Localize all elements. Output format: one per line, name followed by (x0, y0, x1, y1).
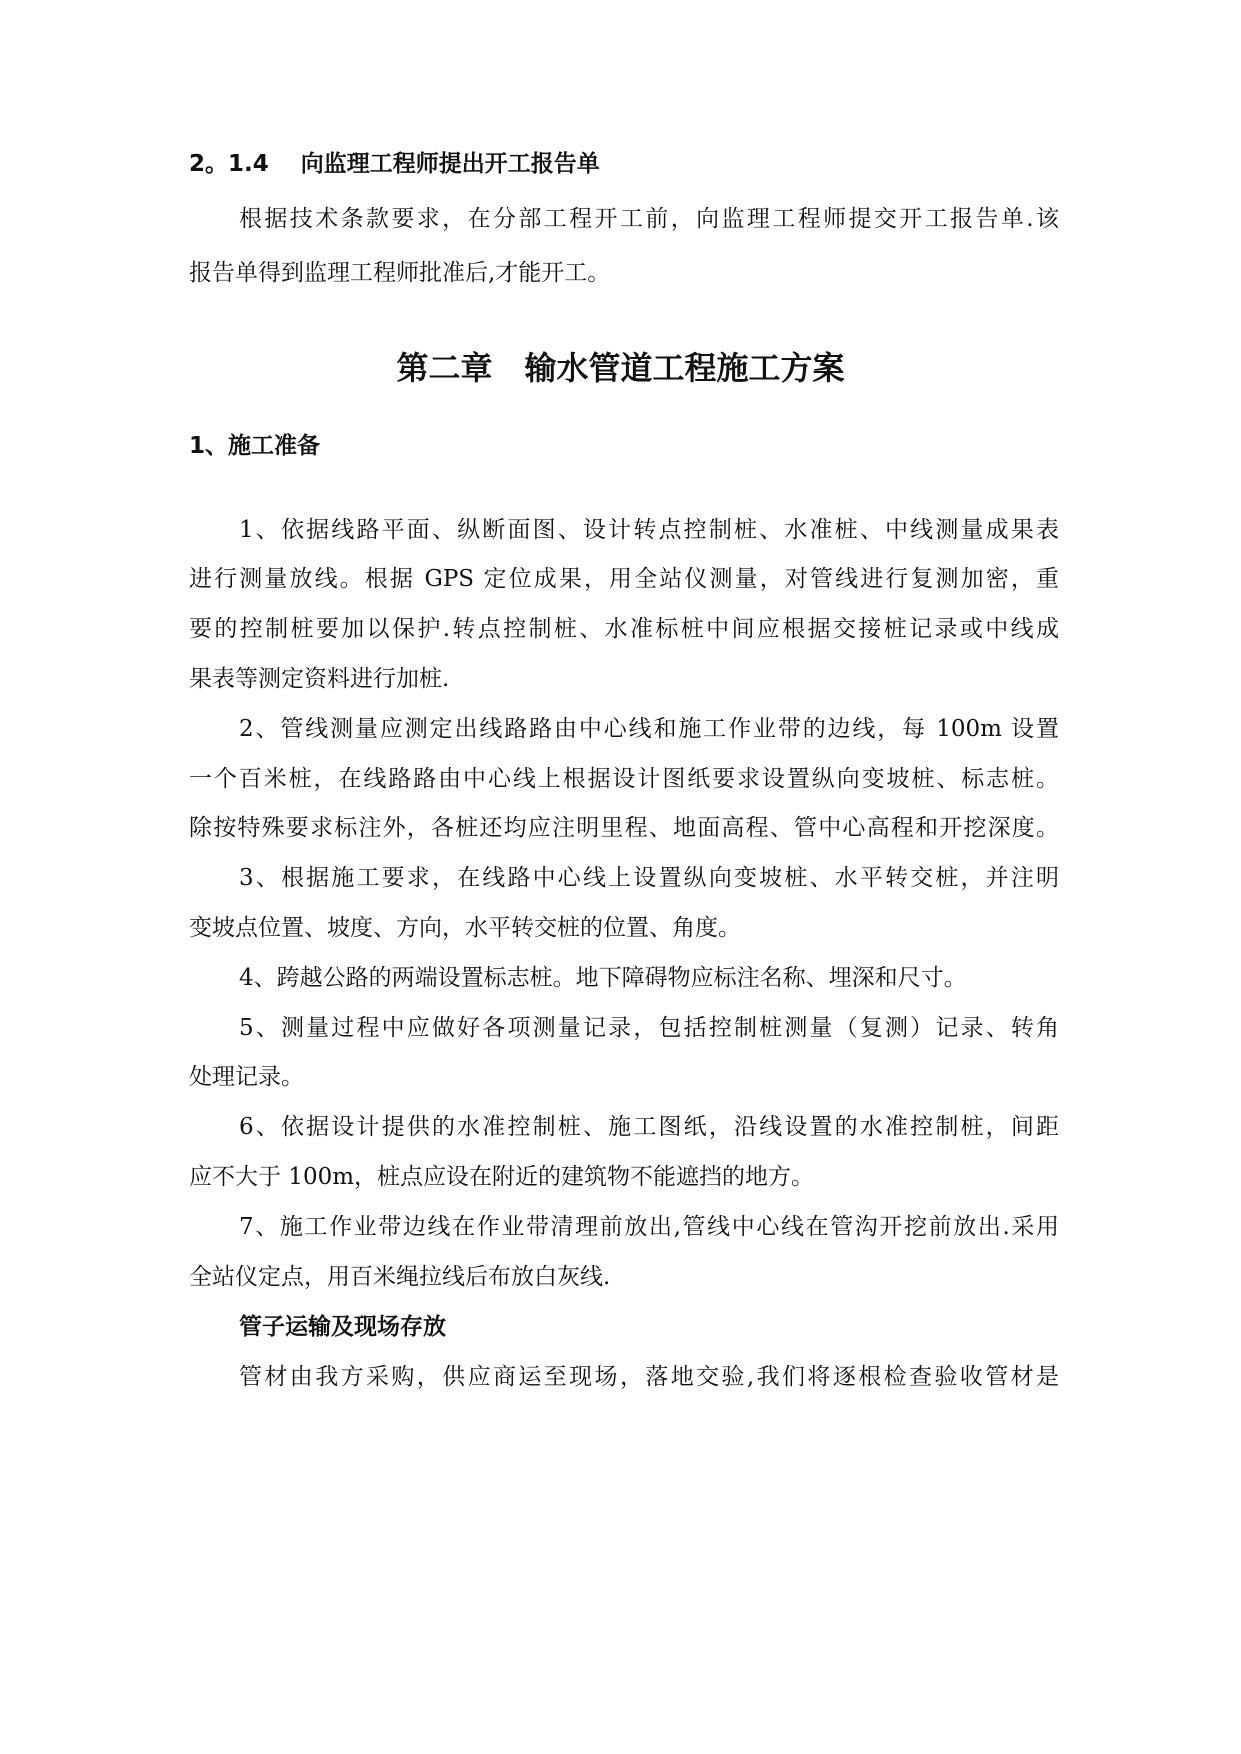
item-2-line-1: 2、管线测量应测定出线路路由中心线和施工作业带的边线，每 100m 设置 (239, 716, 1059, 742)
item-5-line-2: 处理记录。 (189, 1064, 304, 1090)
item-7-line-2: 全站仪定点，用百米绳拉线后布放白灰线. (189, 1264, 611, 1290)
section-214-paragraph-line-1: 根据技术条款要求，在分部工程开工前，向监理工程师提交开工报告单.该 (239, 206, 1059, 232)
item-3-line-1: 3、根据施工要求，在线路中心线上设置纵向变坡桩、水平转交桩，并注明 (239, 865, 1059, 891)
section-214-number: 2。1.4 (189, 151, 269, 177)
section-214-title: 向监理工程师提出开工报告单 (300, 151, 600, 177)
section-214-heading (189, 148, 1059, 180)
item-2-line-2: 一个百米桩，在线路路由中心线上根据设计图纸要求设置纵向变坡桩、标志桩。 (189, 766, 1059, 792)
item-6-line-1: 6、依据设计提供的水准控制桩、施工图纸，沿线设置的水准控制桩，间距 (239, 1114, 1059, 1140)
pipe-subsection-heading: 管子运输及现场存放 (239, 1314, 446, 1340)
item-2-line-3: 除按特殊要求标注外，各桩还均应注明里程、地面高程、管中心高程和开挖深度。 (189, 815, 1059, 841)
section-214-paragraph-line-2: 报告单得到监理工程师批准后,才能开工。 (189, 260, 611, 286)
item-4-line-1: 4、跨越公路的两端设置标志桩。地下障碍物应标注名称、埋深和尺寸。 (239, 965, 967, 991)
item-3-line-2: 变坡点位置、坡度、方向，水平转交桩的位置、角度。 (189, 915, 741, 941)
item-1-line-2: 进行测量放线。根据 GPS 定位成果，用全站仪测量，对管线进行复测加密，重 (189, 566, 1059, 592)
item-7-line-1: 7、施工作业带边线在作业带清理前放出,管线中心线在管沟开挖前放出.采用 (239, 1214, 1059, 1240)
item-5-line-1: 5、测量过程中应做好各项测量记录，包括控制桩测量（复测）记录、转角 (239, 1015, 1059, 1041)
item-1-line-1: 1、依据线路平面、纵断面图、设计转点控制桩、水准桩、中线测量成果表 (239, 517, 1059, 543)
chapter-title: 第二章 输水管道工程施工方案 (396, 349, 845, 387)
item-1-line-3: 要的控制桩要加以保护.转点控制桩、水准标桩中间应根据交接桩记录或中线成 (189, 616, 1059, 642)
item-6-line-2: 应不大于 100m，桩点应设在附近的建筑物不能遮挡的地方。 (189, 1164, 815, 1190)
section-1-heading: 1、施工准备 (189, 433, 321, 459)
pipe-paragraph-line-1: 管材由我方采购，供应商运至现场，落地交验,我们将逐根检查验收管材是 (239, 1364, 1059, 1390)
item-1-line-4: 果表等测定资料进行加桩. (189, 666, 450, 692)
